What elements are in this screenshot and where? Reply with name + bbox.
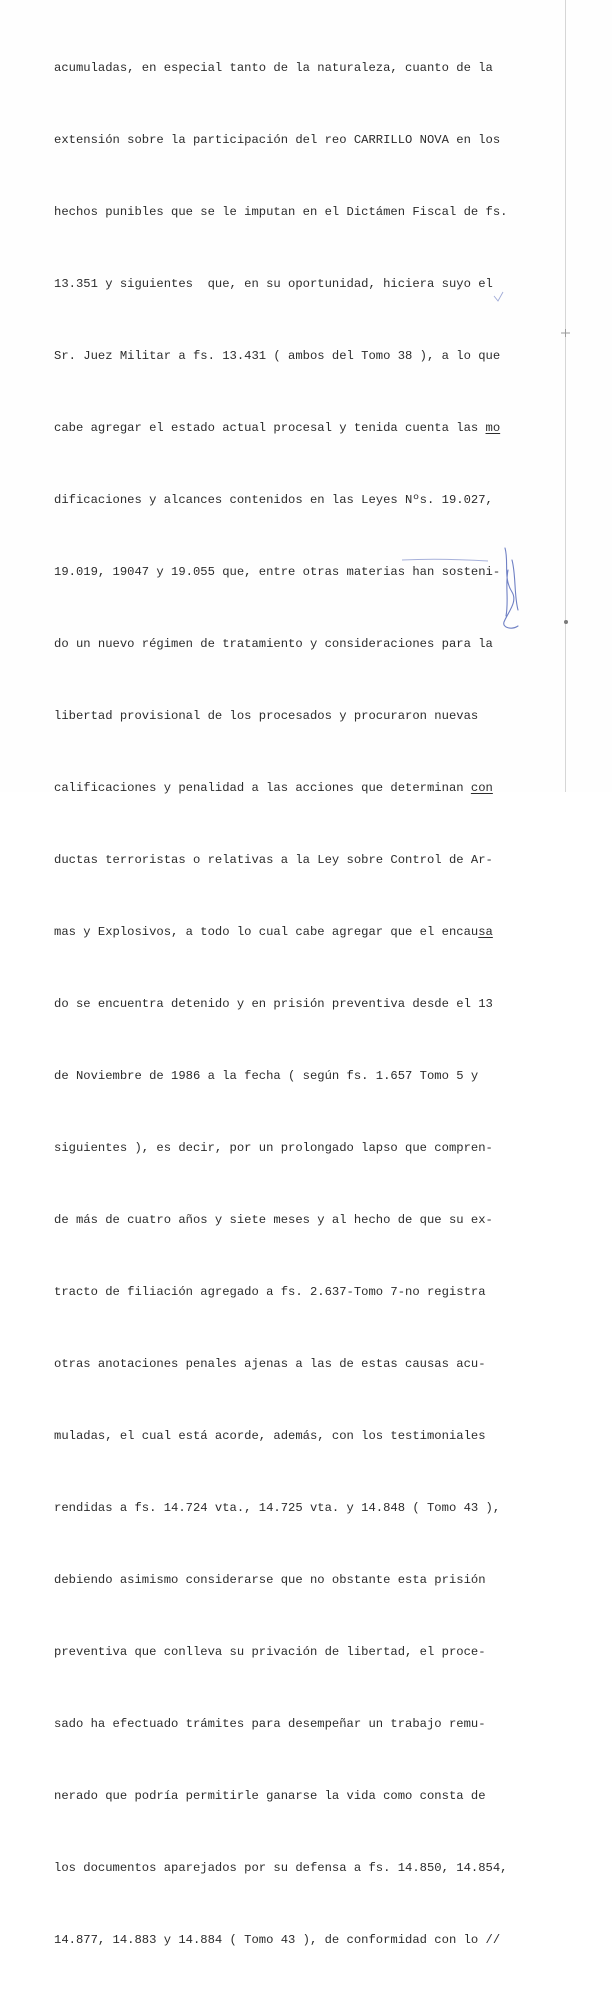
line-text: rendidas a fs. 14.724 vta., 14.725 vta. y 14.848 ( Tomo 43 ),	[54, 1501, 501, 1515]
line-text: acumuladas, en especial tanto de la naturaleza, cuanto de la	[54, 61, 493, 75]
text-line	[54, 1496, 524, 1520]
line-text: do se encuentra detenido y en prisión preventiva desde el 13	[54, 997, 493, 1011]
text-line	[54, 128, 524, 152]
text-line	[54, 56, 524, 80]
text-line	[54, 992, 524, 1016]
text-line	[54, 1640, 524, 1664]
text-line	[54, 560, 524, 584]
line-text: extensión sobre la participación del reo CARRILLO NOVA en los	[54, 133, 501, 147]
line-text: 13.351 y siguientes que, en su oportunidad, hiciera suyo el	[54, 277, 493, 291]
line-text: cabe agregar el estado actual procesal y tenida cuenta las	[54, 421, 486, 435]
line-text: sado ha efectuado trámites para desempeñar un trabajo remu-	[54, 1717, 486, 1731]
typewritten-text	[54, 8, 524, 2000]
line-text: do un nuevo régimen de tratamiento y consideraciones para la	[54, 637, 493, 651]
text-line	[54, 1424, 524, 1448]
line-text: de más de cuatro años y siete meses y al hecho de que su ex-	[54, 1213, 493, 1227]
line-text: los documentos aparejados por su defensa a fs. 14.850, 14.854,	[54, 1861, 508, 1875]
text-line	[54, 920, 524, 944]
line-text: muladas, el cual está acorde, además, con los testimoniales	[54, 1429, 486, 1443]
line-text: siguientes ), es decir, por un prolongado lapso que compren-	[54, 1141, 493, 1155]
line-text: hechos punibles que se le imputan en el Dictámen Fiscal de fs.	[54, 205, 508, 219]
text-line	[54, 632, 524, 656]
text-line	[54, 1784, 524, 1808]
text-line	[54, 1352, 524, 1376]
underlined-fragment: sa	[478, 925, 493, 939]
text-line	[54, 272, 524, 296]
text-line	[54, 776, 524, 800]
line-text: Sr. Juez Militar a fs. 13.431 ( ambos del Tomo 38 ), a lo que	[54, 349, 501, 363]
page-edge-line	[565, 0, 566, 792]
line-text: preventiva que conlleva su privación de libertad, el proce-	[54, 1645, 486, 1659]
line-text: otras anotaciones penales ajenas a las de estas causas acu-	[54, 1357, 486, 1371]
text-line	[54, 416, 524, 440]
line-text: 14.877, 14.883 y 14.884 ( Tomo 43 ), de conformidad con lo //	[54, 1933, 501, 1947]
line-text: de Noviembre de 1986 a la fecha ( según fs. 1.657 Tomo 5 y	[54, 1069, 479, 1083]
line-text: tracto de filiación agregado a fs. 2.637-Tomo 7-no registra	[54, 1285, 486, 1299]
text-line	[54, 704, 524, 728]
line-text: libertad provisional de los procesados y procuraron nuevas	[54, 709, 479, 723]
text-line	[54, 1208, 524, 1232]
text-line	[54, 1928, 524, 1952]
underlined-fragment: mo	[485, 421, 501, 435]
line-text: 19.019, 19047 y 19.055 que, entre otras materias han sosteni-	[54, 565, 501, 579]
line-text: dificaciones y alcances contenidos en las Leyes Nºs. 19.027,	[54, 493, 493, 507]
line-text: debiendo asimismo considerarse que no obstante esta prisión	[54, 1573, 486, 1587]
text-line	[54, 1568, 524, 1592]
line-text: ductas terroristas o relativas a la Ley sobre Control de Ar-	[54, 853, 493, 867]
text-line	[54, 848, 524, 872]
line-text: nerado que podría permitirle ganarse la vida como consta de	[54, 1789, 486, 1803]
text-line	[54, 344, 524, 368]
line-text: calificaciones y penalidad a las acciones que determinan	[54, 781, 471, 795]
text-line	[54, 1064, 524, 1088]
text-line	[54, 488, 524, 512]
text-line	[54, 1712, 524, 1736]
text-line	[54, 200, 524, 224]
text-line	[54, 1856, 524, 1880]
line-text: mas y Explosivos, a todo lo cual cabe agregar que el encau	[54, 925, 479, 939]
underlined-fragment: con	[470, 781, 493, 795]
text-line	[54, 1280, 524, 1304]
text-line	[54, 1136, 524, 1160]
